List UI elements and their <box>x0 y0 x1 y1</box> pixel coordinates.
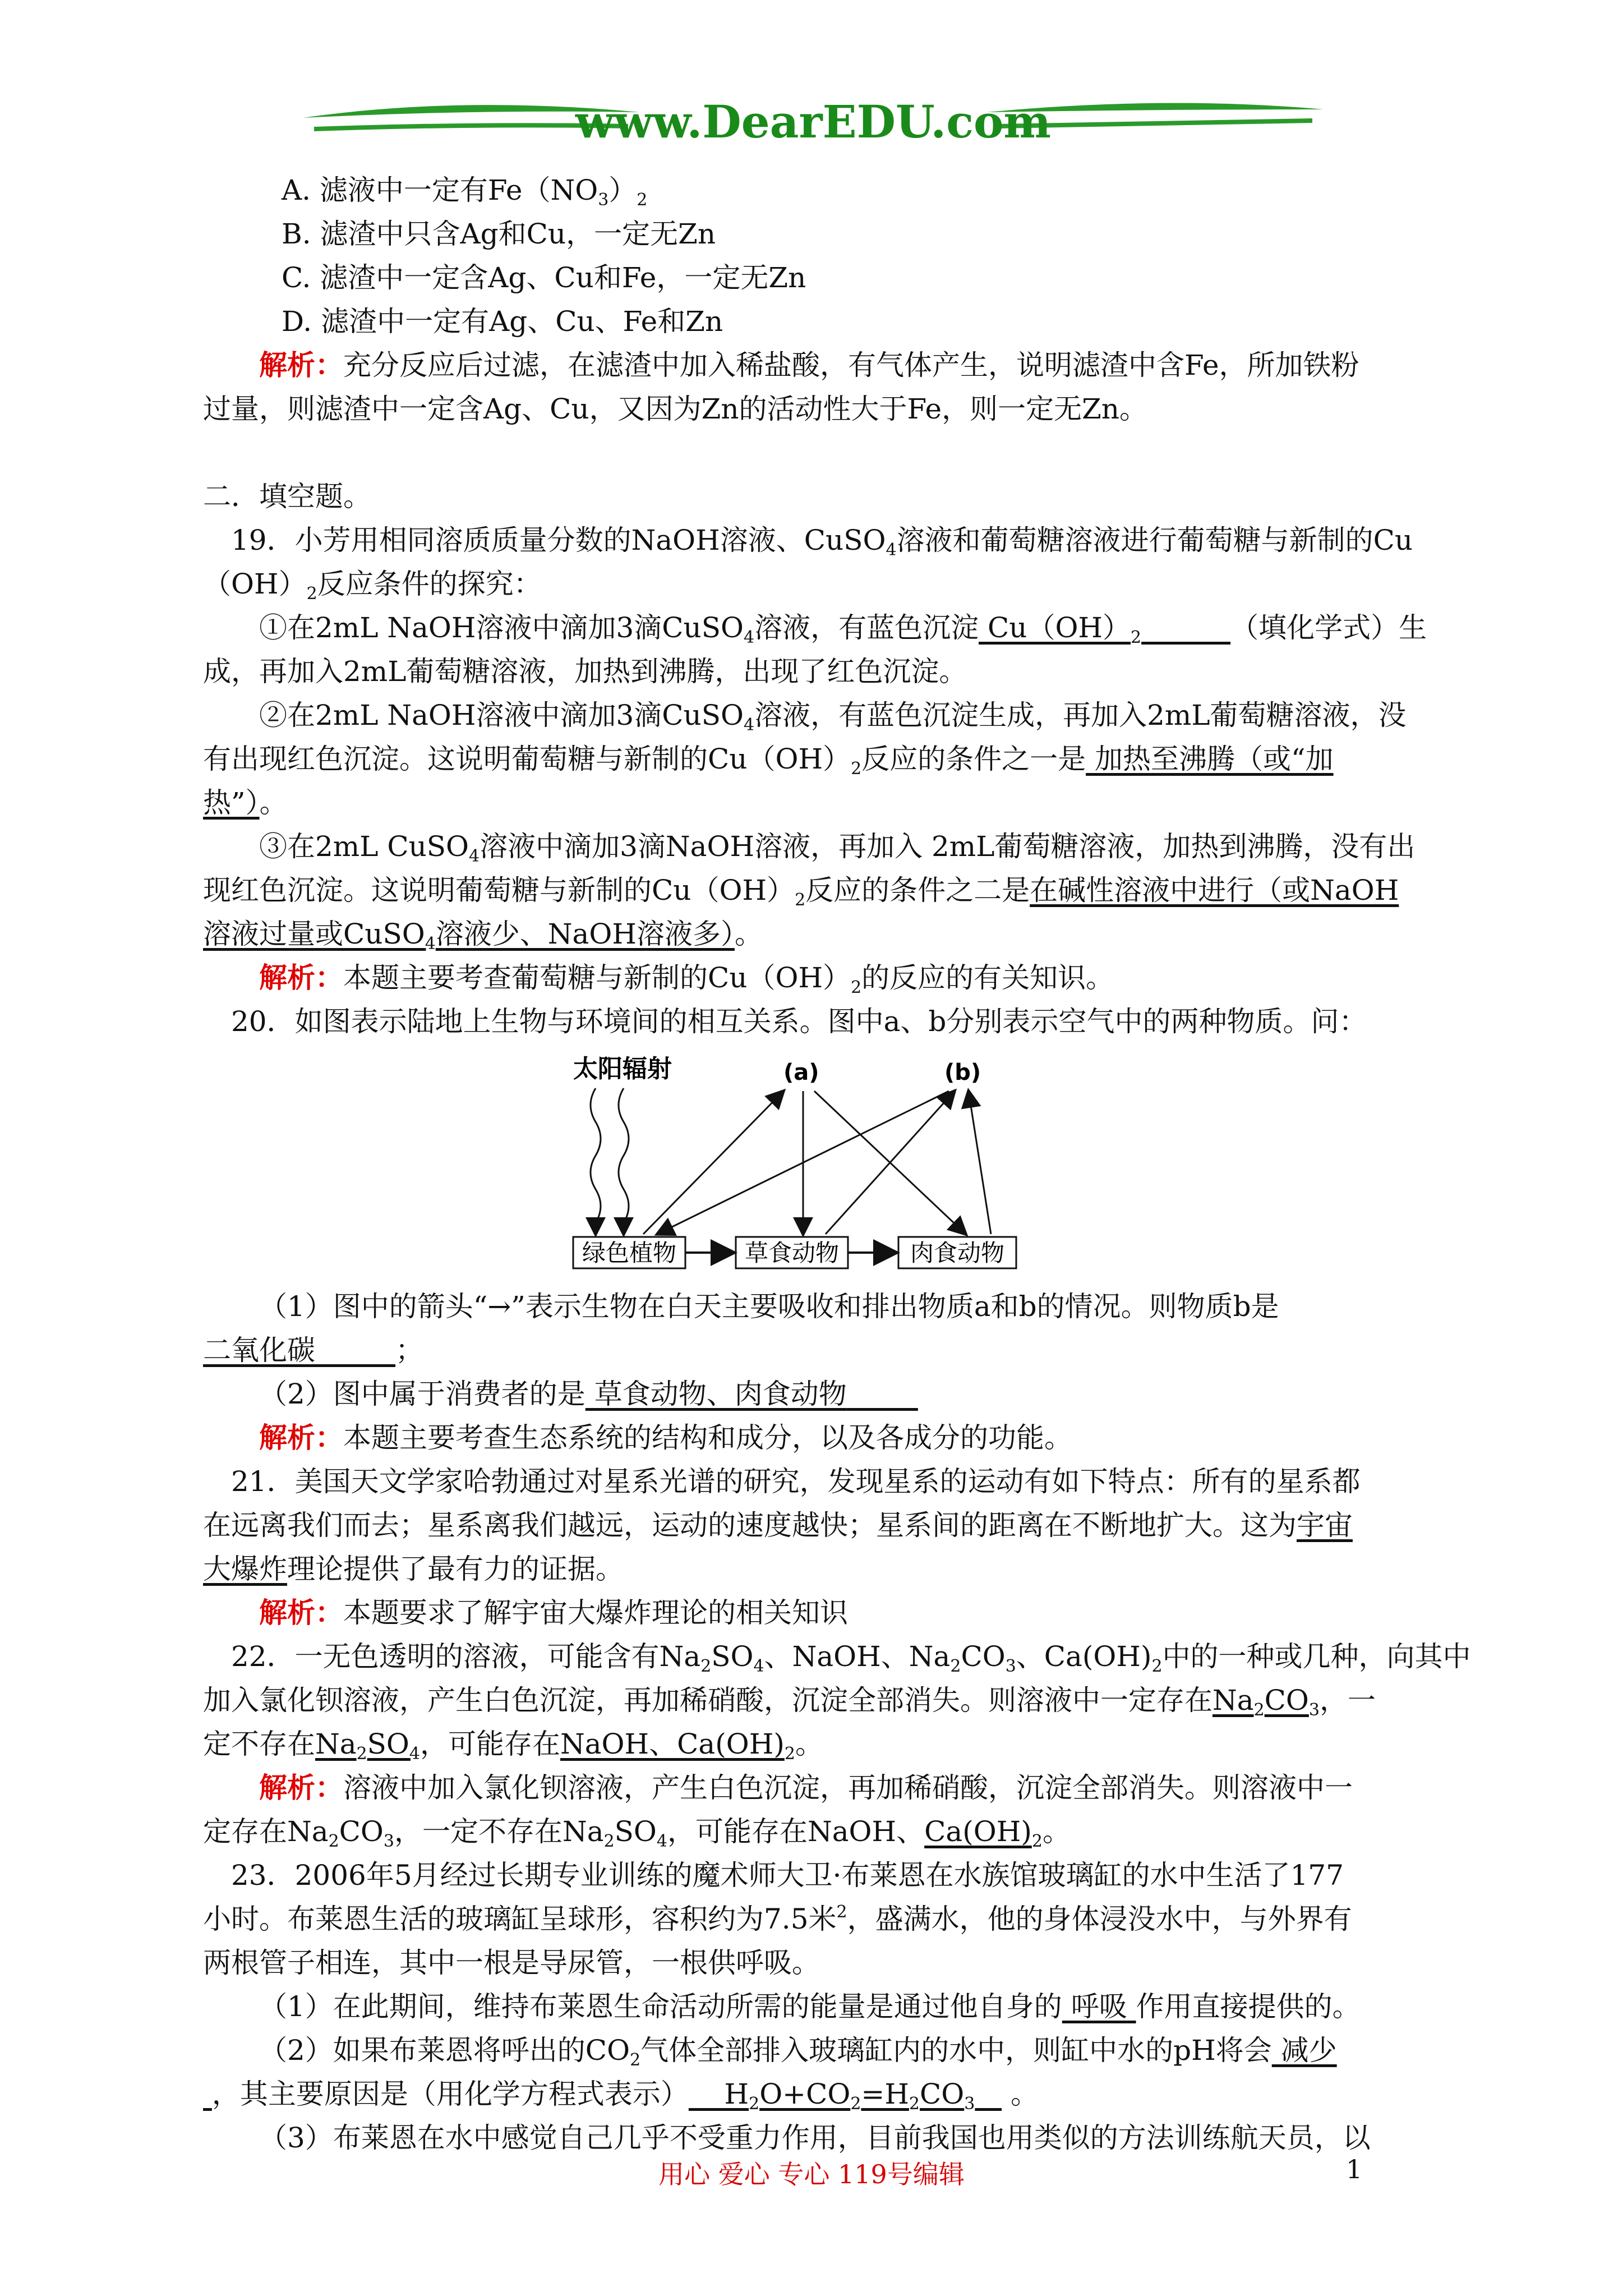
q23-answer-3: $H_2O+CO_2=H_2CO_3$ <box>688 2078 975 2114</box>
q20-answer-2: 草食动物、肉食动物 <box>585 1378 847 1410</box>
q21-answer: 宇宙 <box>1297 1509 1353 1542</box>
q19-part3: ③在2mL CuSO$_4$溶液中滴加3滴NaOH溶液，再加入 2mL葡萄糖溶液，加热到沸腾，没有出 <box>259 830 1415 866</box>
q23-stem-cont2: 两根管子相连，其中一根是导尿管，一根供呼吸。 <box>203 1947 820 1979</box>
arrow-herbivore-to-b <box>826 1091 955 1234</box>
q22-analysis-cont: 定存在$Na_2CO_3$，一定不存在$Na_2SO_4$，可能存在NaOH、$Ca(OH)_2$。 <box>203 1815 1071 1851</box>
q18-analysis-cont: 过量，则滤渣中一定含Ag、Cu，又因为Zn的活动性大于Fe，则一定无Zn。 <box>203 393 1148 425</box>
q19-analysis: 解析：本题主要考查葡萄糖与新制的$Cu(OH)_2$的反应的有关知识。 <box>259 961 1114 997</box>
choice-c: C. 滤渣中一定含Ag、Cu和Fe，一定无Zn <box>282 261 806 294</box>
q18-analysis: 解析：充分反应后过滤，在滤渣中加入稀盐酸，有气体产生，说明滤渣中含Fe，所加铁粉 <box>259 348 1359 381</box>
q19-part1: ①在2mL NaOH溶液中滴加3滴CuSO$_4$溶液，有蓝色沉淀 $Cu(OH)_2$ （填化学式）生 <box>259 611 1427 647</box>
q22-answer-2: $Na_2SO_4$ <box>315 1728 420 1764</box>
q23-answer-2: 减少 <box>1271 2034 1337 2067</box>
ecosystem-diagram <box>203 1049 1414 1273</box>
sun-ray-1 <box>591 1088 601 1234</box>
sun-ray-2 <box>619 1088 629 1234</box>
q19-stem: 19．小芳用相同溶质质量分数的NaOH溶液、CuSO$_4$溶液和葡萄糖溶液进行葡萄糖与新制的Cu <box>231 524 1413 560</box>
substance-a-label: (a) <box>783 1060 819 1085</box>
q19-stem-cont: $(OH)_2$反应条件的探究： <box>203 568 542 604</box>
q21-stem: 21．美国天文学家哈勃通过对星系光谱的研究，发现星系的运动有如下特点：所有的星系都 <box>231 1465 1361 1498</box>
substance-b-label: (b) <box>944 1060 981 1085</box>
section-title-fill-blank: 二．填空题。 <box>203 480 371 513</box>
ecosystem-diagram-svg <box>562 1049 1044 1273</box>
q21-stem-cont2: 大爆炸理论提供了最有力的证据。 <box>203 1553 624 1585</box>
q23-part2: （2）如果布莱恩将呼出的$CO_2$气体全部排入玻璃缸内的水中，则缸中水的pH将会 减少 <box>259 2034 1337 2070</box>
page-number: 1 <box>1346 2154 1363 2184</box>
site-header <box>292 84 1335 163</box>
q20-analysis: 解析：本题主要考查生态系统的结构和成分，以及各成分的功能。 <box>259 1421 1072 1454</box>
q19-part1-cont: 成，再加入2mL葡萄糖溶液，加热到沸腾，出现了红色沉淀。 <box>203 655 967 688</box>
q22-analysis: 解析：溶液中加入氯化钡溶液，产生白色沉淀，再加稀硝酸，沉淀全部消失。则溶液中一 <box>259 1771 1353 1804</box>
green-plant-label: 绿色植物 <box>582 1239 677 1267</box>
choice-a: A. 滤液中一定有$Fe(NO_3)_2$ <box>282 174 648 210</box>
q21-analysis: 解析：本题要求了解宇宙大爆炸理论的相关知识 <box>259 1596 848 1629</box>
choice-d: D. 滤渣中一定有Ag、Cu、Fe和Zn <box>282 305 723 338</box>
q22-answer-1: $Na_2CO_3$ <box>1212 1684 1320 1720</box>
arrow-carnivore-to-b <box>969 1091 991 1234</box>
q19-part3-cont: 现红色沉淀。这说明葡萄糖与新制的$Cu(OH)_2$反应的条件之二是在碱性溶液中进行（或NaOH <box>203 874 1399 910</box>
arrow-plant-to-a <box>643 1091 783 1234</box>
q20-part1: （1）图中的箭头“→”表示生物在白天主要吸收和排出物质a和b的情况。则物质b是 <box>259 1290 1279 1323</box>
q20-part1-cont: 二氧化碳 ； <box>203 1334 424 1366</box>
q19-answer-1: $Cu(OH)_2$ <box>979 611 1142 647</box>
q20-stem: 20．如图表示陆地上生物与环境间的相互关系。图中a、b分别表示空气中的两种物质。问： <box>231 1005 1367 1038</box>
herbivore-label: 草食动物 <box>744 1239 840 1267</box>
sun-radiation-label: 太阳辐射 <box>573 1055 672 1083</box>
q23-stem: 23．2006年5月经过长期专业训练的魔术师大卫·布莱恩在水族馆玻璃缸的水中生活了177 <box>231 1859 1344 1892</box>
q22-stem-cont: 加入氯化钡溶液，产生白色沉淀，再加稀硝酸，沉淀全部消失。则溶液中一定存在$Na_2CO_3$，一 <box>203 1684 1376 1720</box>
q19-part3-cont2: 溶液过量或CuSO$_4$溶液少、NaOH溶液多）。 <box>203 918 763 954</box>
carnivore-label: 肉食动物 <box>910 1239 1005 1267</box>
page-footer: 用心 爱心 专心 119号编辑 <box>658 2159 965 2189</box>
site-logo-text: www.DearEDU.com <box>575 95 1051 148</box>
q19-part2-cont2: 热”）。 <box>203 786 288 819</box>
choice-b: B. 滤渣中只含Ag和Cu，一定无Zn <box>282 218 716 250</box>
q23-stem-cont: 小时。布莱恩生活的玻璃缸呈球形，容积约为7.5米$^2$，盛满水，他的身体浸没水中，与外界有 <box>203 1902 1352 1935</box>
q23-part1: （1）在此期间，维持布莱恩生命活动所需的能量是通过他自身的 呼吸 作用直接提供的。 <box>259 1990 1361 2023</box>
q19-answer-3: 在碱性溶液中进行（或NaOH <box>1030 874 1399 907</box>
q23-answer-1: 呼吸 <box>1062 1990 1136 2023</box>
q21-stem-cont: 在远离我们而去；星系离我们越远，运动的速度越快；星系间的距离在不断地扩大。这为宇宙 <box>203 1509 1353 1542</box>
analysis-label: 解析： <box>259 348 343 381</box>
q22-answer-3: NaOH、$Ca(OH)_2$ <box>560 1728 795 1764</box>
q20-part2: （2）图中属于消费者的是 草食动物、肉食动物 <box>203 1372 1414 1416</box>
q19-answer-2: 加热至沸腾（或“加 <box>1086 743 1334 775</box>
q20-answer-1: 二氧化碳 <box>203 1334 315 1366</box>
q19-part2: ②在2mL NaOH溶液中滴加3滴CuSO$_4$溶液，有蓝色沉淀生成，再加入2mL葡萄糖溶液，没 <box>259 699 1407 735</box>
q22-stem: 22．一无色透明的溶液，可能含有$Na_2SO_4$、NaOH、$Na_2CO_3$、$Ca(OH)_2$中的一种或几种，向其中 <box>231 1640 1471 1676</box>
q22-stem-cont2: 定不存在$Na_2SO_4$，可能存在NaOH、$Ca(OH)_2$。 <box>203 1728 823 1764</box>
document-body <box>203 168 1471 2160</box>
q19-part2-cont: 有出现红色沉淀。这说明葡萄糖与新制的$Cu(OH)_2$反应的条件之一是 加热至沸腾（或“加 <box>203 743 1334 779</box>
q23-part3: （3）布莱恩在水中感觉自己几乎不受重力作用，目前我国也用类似的方法训练航天员，以 <box>259 2122 1371 2154</box>
q23-part2-cont: ，其主要原因是（用化学方程式表示） $H_2O+CO_2=H_2CO_3$ 。 <box>211 2078 1039 2114</box>
